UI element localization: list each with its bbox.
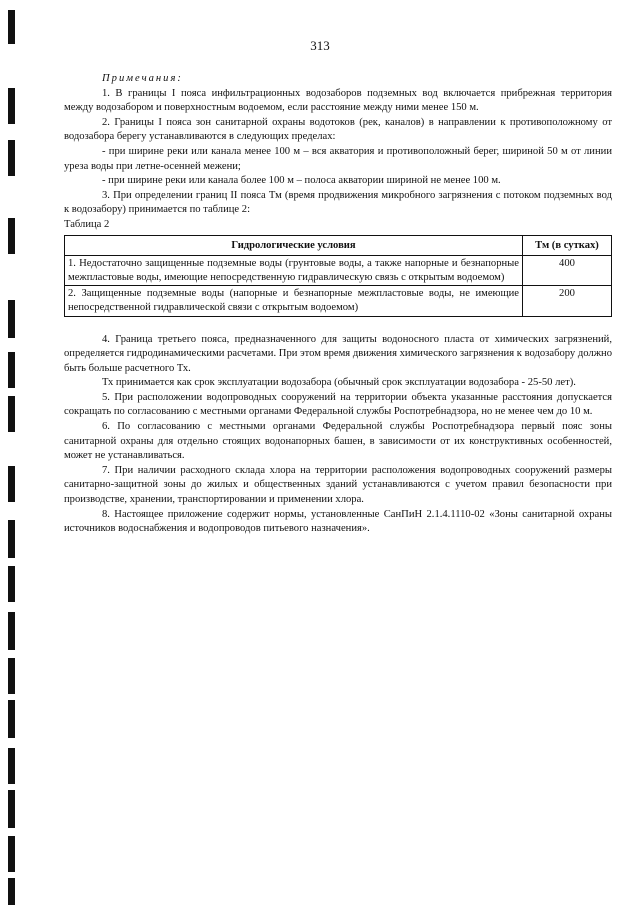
binding-mark [8,748,15,784]
body-paragraph: 8. Настоящее приложение содержит нормы, установленные СанПиН 2.1.4.1110-02 «Зоны санитарной охраны источников водоснабжения и водопроводов питьевого назначения». [64,508,612,535]
binding-mark [8,352,15,388]
table-header-cell: Тм (в сутках) [523,235,612,256]
notes-heading: Примечания: [102,73,183,84]
binding-mark [8,566,15,602]
hydrology-table [64,235,612,317]
table-cell-value: 200 [523,286,612,316]
binding-mark [8,836,15,872]
table-cell-condition: 1. Недостаточно защищенные подземные воды (грунтовые воды, а также напорные и безнапорные межпластовые воды, имеющие непосредственную гидравлическую связь с открытым водоемом) [65,256,523,286]
table-cell-condition: 2. Защищенные подземные воды (напорные и безнапорные межпластовые воды, не имеющие непосредственной гидравлической связи с открытым водоемом) [65,286,523,316]
binding-mark [8,88,15,124]
note-paragraph: 1. В границы I пояса инфильтрационных водозаборов подземных вод включается прибрежная территория между водозабором и поверхностным водоемом, если расстояние между ними менее 150 м. [64,87,612,114]
note-paragraph: 2. Границы I пояса зон санитарной охраны водотоков (рек, каналов) в направлении к противоположному от водозабора берегу устанавливаются в следующих пределах: [64,116,612,143]
table-header-row [65,235,612,256]
note-dash-item: - при ширине реки или канала менее 100 м – вся акватория и противоположный берег, шириной 50 м от линии уреза воды при летне-осенней межени; [64,145,612,172]
binding-mark [8,878,15,905]
binding-mark [8,396,15,432]
binding-edge-marks [8,0,18,905]
binding-mark [8,140,15,176]
note-paragraph: 3. При определении границ II пояса Тм (время продвижения микробного загрязнения с потоком подземных вод к водозабору) принимается по таблице 2: [64,189,612,216]
document-body [64,72,612,537]
table-cell-value: 400 [523,256,612,286]
binding-mark [8,466,15,502]
body-paragraph: Тх принимается как срок эксплуатации водозабора (обычный срок эксплуатации водозабора - 25-50 лет). [102,377,576,389]
table-row [65,286,612,316]
table-row [65,256,612,286]
page-number: 313 [310,38,330,53]
binding-mark [8,790,15,828]
note-dash-item: - при ширине реки или канала более 100 м – полоса акватории шириной не менее 100 м. [102,175,501,187]
binding-mark [8,218,15,254]
table-header-cell: Гидрологические условия [65,235,523,256]
binding-mark [8,300,15,338]
table-caption: Таблица 2 [64,218,110,230]
body-paragraph: 7. При наличии расходного склада хлора на территории расположения водопроводных сооружений размеры санитарно-защитной зоны до жилых и общественных зданий устанавливаются с учетом правил безопасности при производстве, хранении, транспортировании и применении хлора. [64,464,612,506]
binding-mark [8,658,15,694]
body-paragraph: 4. Граница третьего пояса, предназначенного для защиты водоносного пласта от химических загрязнений, определяется гидродинамическими расчетами. При этом время движения химического загрязнения к водозабору должно быть больше расчетного Тх. [64,333,612,374]
paragraphs-section [64,333,612,537]
binding-mark [8,520,15,558]
body-paragraph: 6. По согласованию с местными органами Федеральной службы Роспотребнадзора первый пояс зоны санитарной охраны для отдельно стоящих водонапорных башен, в зависимости от их конструктивных особенностей, может не устанавливаться. [64,421,612,462]
body-paragraph: 5. При расположении водопроводных сооружений на территории объекта указанные расстояния допускается сокращать по согласованию с местными органами Федеральной службы Роспотребнадзора, но не менее чем до 10 м. [64,391,612,418]
binding-mark [8,612,15,650]
binding-mark [8,700,15,738]
